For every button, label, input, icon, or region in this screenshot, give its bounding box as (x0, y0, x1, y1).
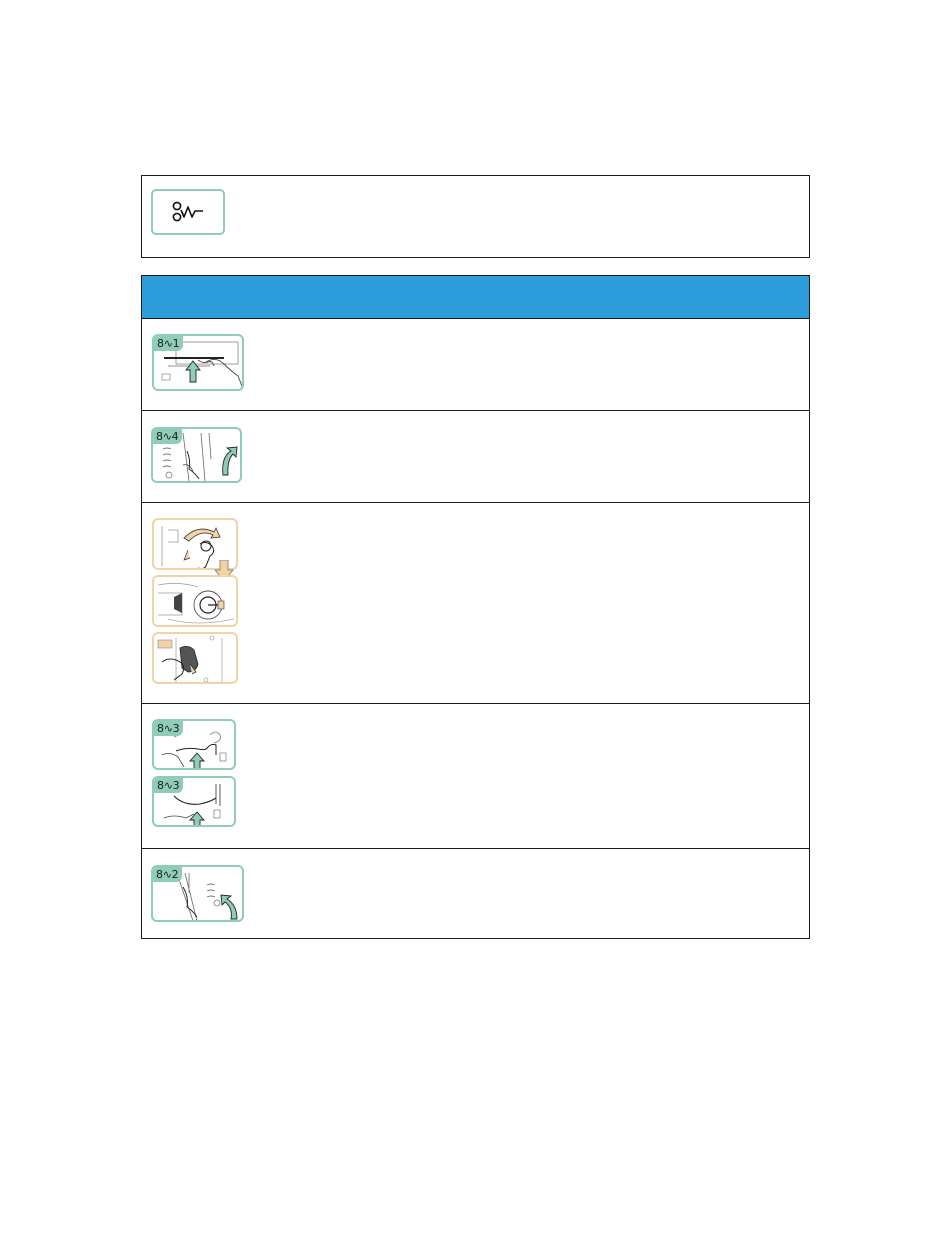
step-badge: 8∿3 (154, 721, 183, 736)
handle-icon-frame (151, 189, 225, 235)
table-row (142, 503, 809, 704)
table-header (142, 276, 809, 319)
table-row (142, 411, 809, 503)
table-row (142, 849, 809, 939)
step-illustration (152, 776, 236, 827)
cartridge-illustration (154, 634, 238, 684)
lever-handle-icon: ∿ (163, 722, 173, 735)
step-illustration (152, 575, 238, 627)
step-illustration (152, 334, 244, 391)
lever-handle-icon (151, 189, 225, 235)
lever-handle-icon: ∿ (162, 868, 172, 881)
step-illustration (152, 719, 236, 770)
step-illustration (151, 865, 244, 922)
step-badge: 8∿4 (153, 429, 182, 444)
dial-illustration (154, 577, 238, 627)
lever-handle-icon: ∿ (163, 337, 173, 350)
table-row (142, 704, 809, 849)
intro-box (141, 175, 810, 258)
step-illustration (151, 427, 242, 483)
lever-handle-icon: ∿ (163, 779, 173, 792)
lever-handle-icon: ∿ (162, 430, 172, 443)
step-badge: 8∿2 (153, 867, 182, 882)
step-illustration (152, 632, 238, 684)
step-badge: 8∿1 (154, 336, 183, 351)
table-row (142, 319, 809, 411)
step-badge: 8∿3 (154, 778, 183, 793)
steps-table (141, 275, 810, 939)
